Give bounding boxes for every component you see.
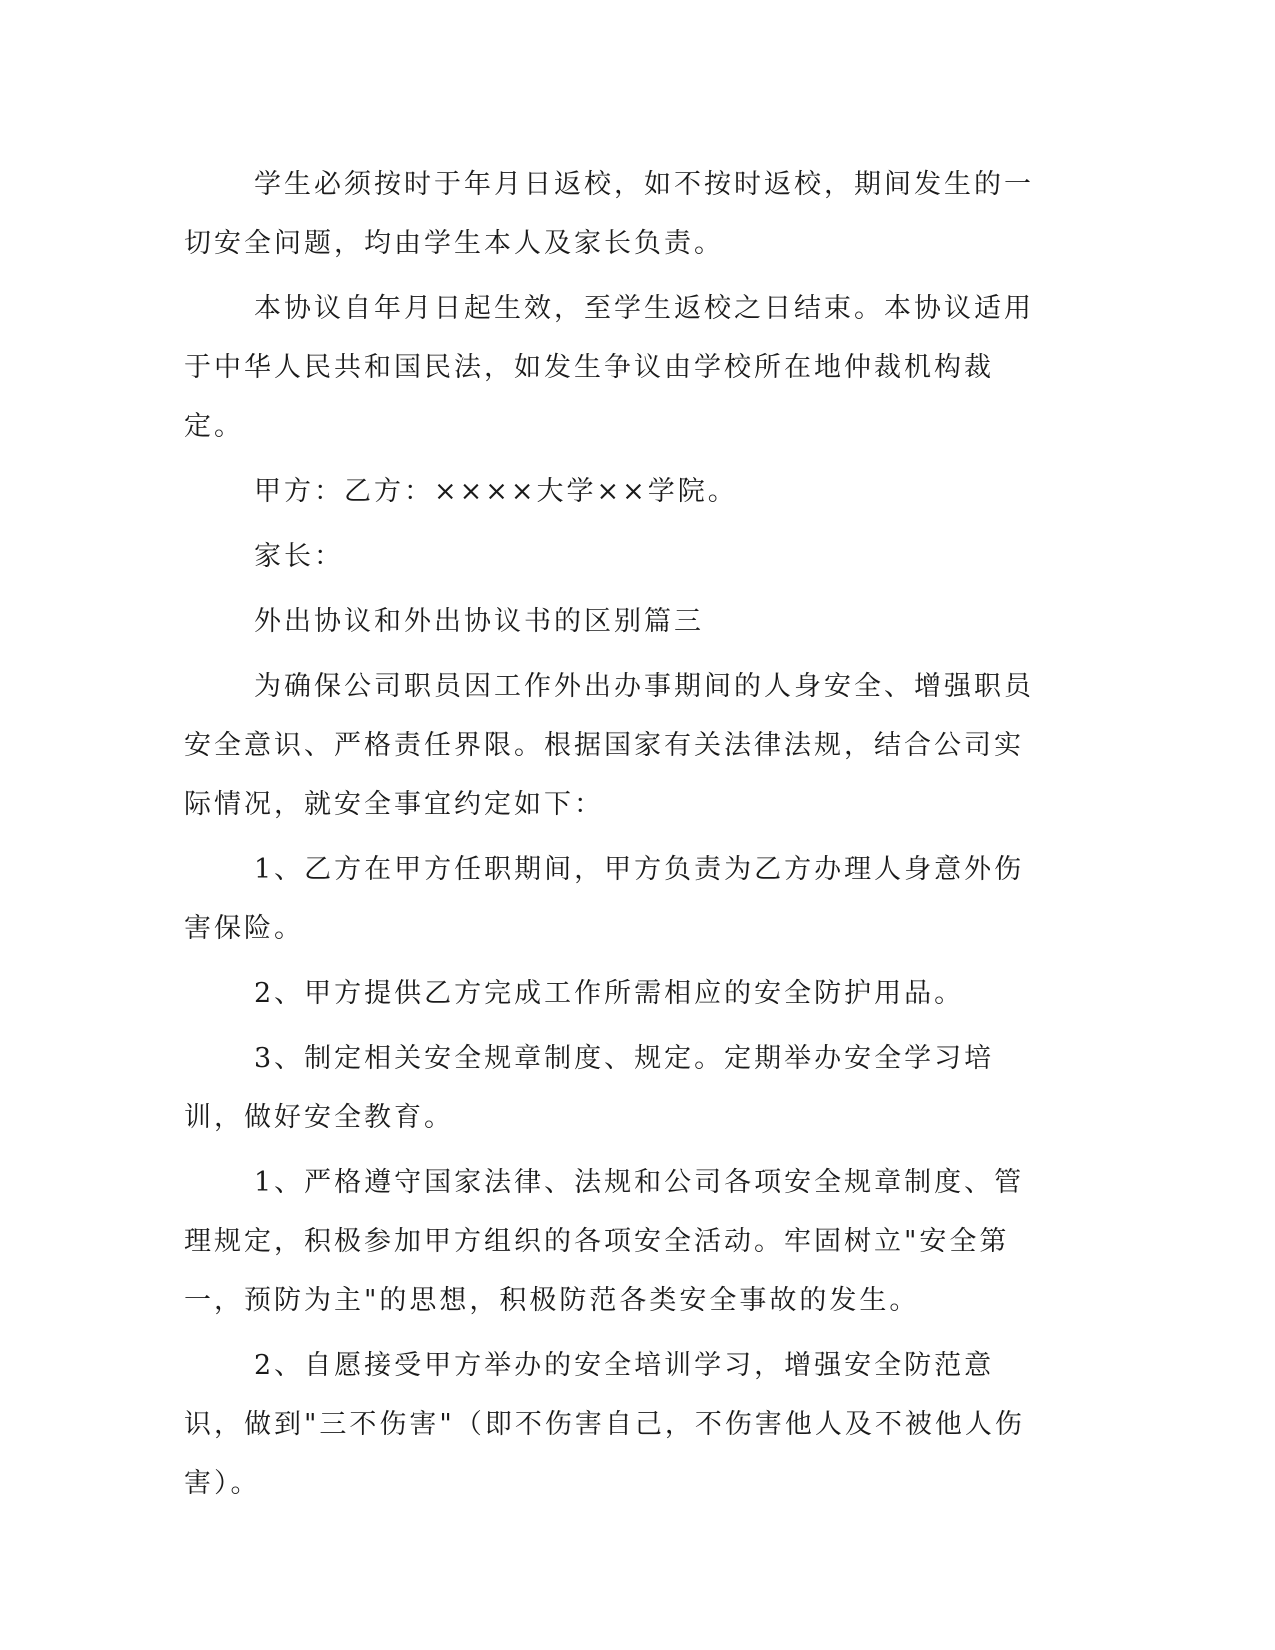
paragraph-item-training: 3、制定相关安全规章制度、规定。定期举办安全学习培训，做好安全教育。 xyxy=(184,1043,995,1133)
paragraph-parties: 甲方：乙方：××××大学××学院。 xyxy=(254,476,738,507)
paragraph-purpose: 为确保公司职员因工作外出办事期间的人身安全、增强职员安全意识、严格责任界限。根据国家有关法律法规，结合公司实际情况，就安全事宜约定如下： xyxy=(184,671,1034,820)
paragraph-parent: 家长： xyxy=(254,541,344,572)
section-heading: 外出协议和外出协议书的区别篇三 xyxy=(254,606,704,637)
paragraph-item-insurance: 1、乙方在甲方任职期间，甲方负责为乙方办理人身意外伤害保险。 xyxy=(184,854,1025,944)
paragraph-item-no-harm: 2、自愿接受甲方举办的安全培训学习，增强安全防范意识，做到"三不伤害"（即不伤害自己，不伤害他人及不被他人伤害）。 xyxy=(184,1350,1025,1499)
paragraph-return-school: 学生必须按时于年月日返校，如不按时返校，期间发生的一切安全问题，均由学生本人及家长负责。 xyxy=(184,169,1034,259)
document-body xyxy=(184,155,1044,1519)
paragraph-item-equipment: 2、甲方提供乙方完成工作所需相应的安全防护用品。 xyxy=(254,978,965,1009)
paragraph-item-compliance: 1、严格遵守国家法律、法规和公司各项安全规章制度、管理规定，积极参加甲方组织的各项安全活动。牢固树立"安全第一，预防为主"的思想，积极防范各类安全事故的发生。 xyxy=(184,1167,1025,1316)
paragraph-effective-date: 本协议自年月日起生效，至学生返校之日结束。本协议适用于中华人民共和国民法，如发生争议由学校所在地仲裁机构裁定。 xyxy=(184,293,1034,442)
